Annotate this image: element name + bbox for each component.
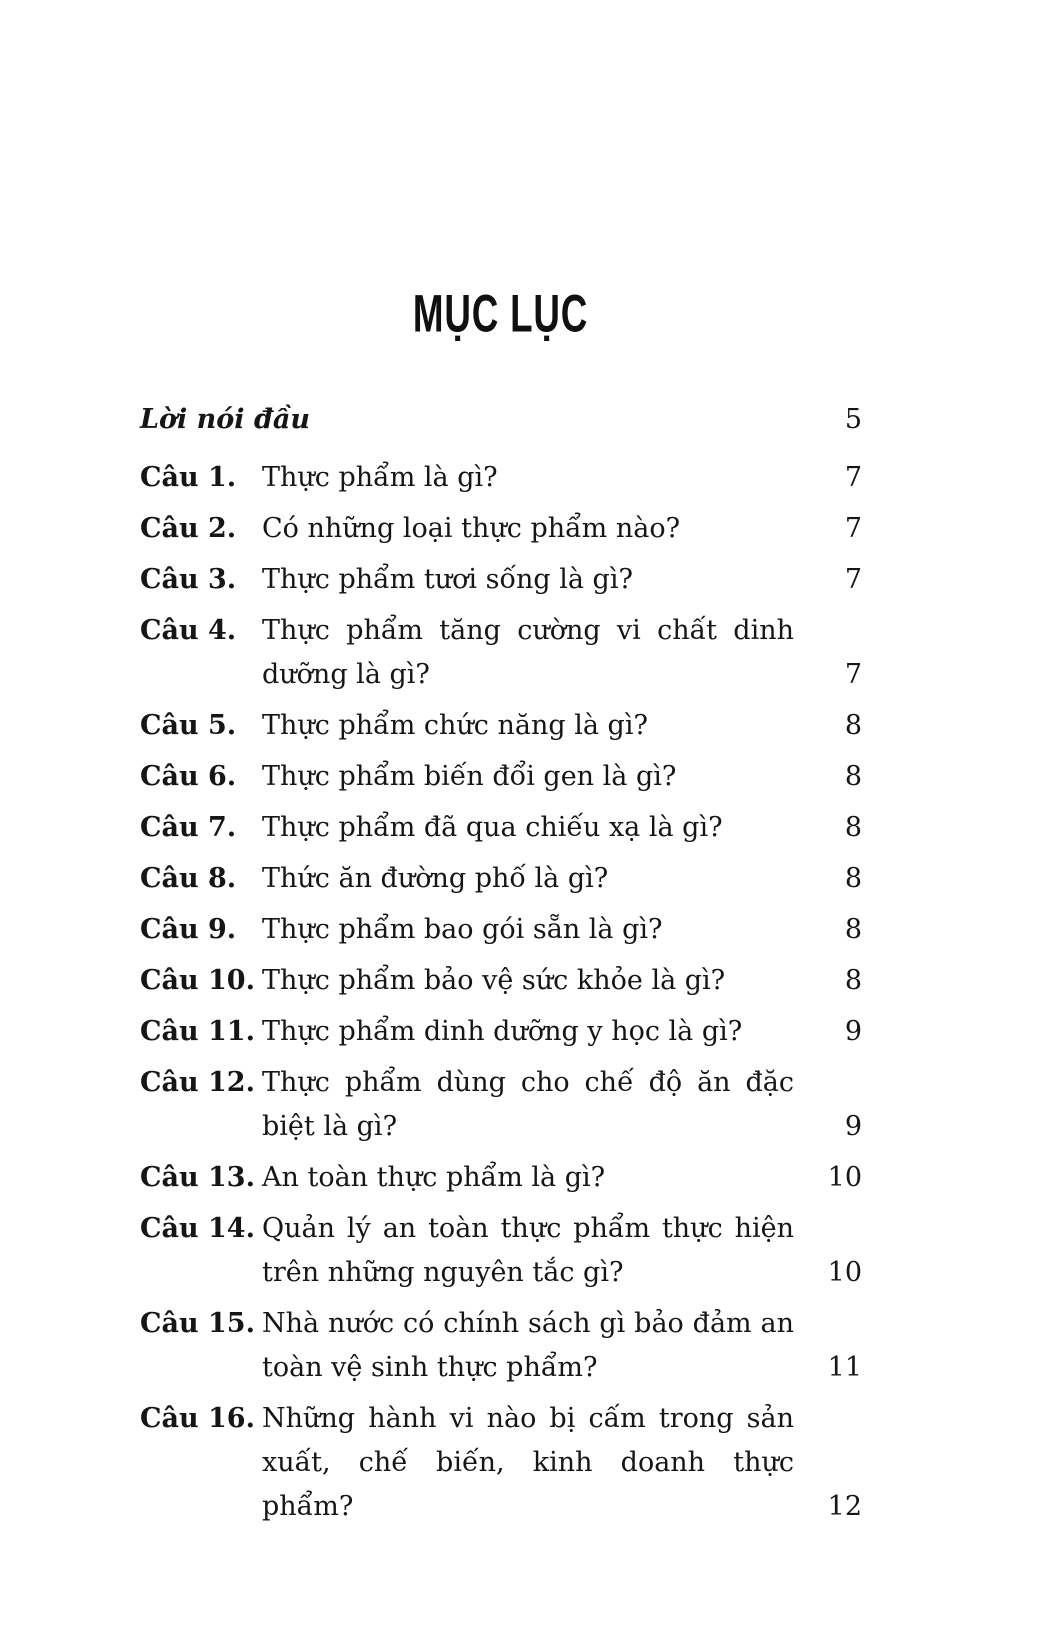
toc-entry-text: Thực phẩm tươi sống là gì? [262,564,633,595]
toc-entry [140,1302,862,1390]
toc-entry [140,456,862,500]
toc-entry-page: 10 [827,1162,862,1193]
toc-entry-label: Câu 15. [140,1308,255,1339]
toc-entry-text: Thực phẩm đã qua chiếu xạ là gì? [262,812,723,843]
toc-entry-page: 8 [844,965,862,996]
toc-entry-text: Có những loại thực phẩm nào? [262,513,681,544]
toc-entry-label: Câu 10. [140,965,255,996]
toc-entry [140,959,862,1003]
toc-entry-page: 7 [844,462,862,493]
toc-entry-page: 12 [827,1491,862,1522]
toc-entry-label: Câu 7. [140,812,237,843]
toc-entry [140,704,862,748]
toc-entry-page: 11 [827,1352,862,1383]
toc-entry-label: Câu 2. [140,513,237,544]
toc-entry-label: Câu 5. [140,710,237,741]
toc-entry-text: Thức ăn đường phố là gì? [262,863,609,894]
toc-entry [140,806,862,850]
toc-entry [140,1061,862,1149]
toc-entry [140,1397,862,1529]
toc-entry-label: Câu 16. [140,1403,255,1434]
toc-entry-page: 8 [844,761,862,792]
toc-entry [140,1207,862,1295]
page-title: MỤC LỤC [413,283,589,343]
toc-foreword-row [140,398,862,442]
toc-entry-label: Câu 14. [140,1213,255,1244]
toc-entry-text: Thực phẩm dinh dưỡng y học là gì? [262,1016,743,1047]
toc-entry [140,507,862,551]
toc-entry-text: Thực phẩm chức năng là gì? [262,710,648,741]
toc-entry-text: An toàn thực phẩm là gì? [262,1162,606,1193]
toc-entry [140,609,862,697]
toc-entry-page: 8 [844,863,862,894]
toc-entry-text: Nhà nước có chính sách gì bảo đảm an toàn vệ sinh thực phẩm? [262,1308,794,1383]
toc-entry-text: Quản lý an toàn thực phẩm thực hiện trên những nguyên tắc gì? [262,1213,794,1288]
toc-entry-page: 7 [844,659,862,690]
toc-entry-label: Câu 13. [140,1162,255,1193]
toc-entry-page: 10 [827,1257,862,1288]
toc-foreword-label: Lời nói đầu [140,404,310,435]
toc-entry-page: 8 [844,710,862,741]
toc-entry-text: Thực phẩm bao gói sẵn là gì? [262,914,663,945]
toc-entry-label: Câu 12. [140,1067,255,1098]
toc-entry-text: Những hành vi nào bị cấm trong sản xuất, chế biến, kinh doanh thực phẩm? [262,1403,794,1522]
toc-entry-label: Câu 6. [140,761,237,792]
toc-entry-label: Câu 9. [140,914,237,945]
toc-entry-text: Thực phẩm là gì? [262,462,498,493]
toc-entry-label: Câu 11. [140,1016,255,1047]
toc-entry [140,1010,862,1054]
toc-foreword-page: 5 [844,404,862,435]
toc-entry-text: Thực phẩm dùng cho chế độ ăn đặc biệt là gì? [262,1067,794,1142]
toc-entry-label: Câu 8. [140,863,237,894]
toc-entry [140,755,862,799]
toc-entry-label: Câu 3. [140,564,237,595]
toc-entry-page: 8 [844,914,862,945]
toc-entry-text: Thực phẩm bảo vệ sức khỏe là gì? [262,965,726,996]
toc-entry [140,857,862,901]
toc-entry-page: 8 [844,812,862,843]
toc-entry-page: 9 [844,1016,862,1047]
toc-entry-text: Thực phẩm biến đổi gen là gì? [262,761,677,792]
toc-entry-text: Thực phẩm tăng cường vi chất dinh dưỡng là gì? [262,615,794,690]
toc-entry-label: Câu 4. [140,615,237,646]
page-title-wrap [140,283,862,343]
toc-entry-label: Câu 1. [140,462,237,493]
toc-entry-page: 7 [844,564,862,595]
toc-entry [140,1156,862,1200]
toc-entry-page: 7 [844,513,862,544]
toc-entry [140,908,862,952]
toc-entry [140,558,862,602]
toc-entry-page: 9 [844,1111,862,1142]
